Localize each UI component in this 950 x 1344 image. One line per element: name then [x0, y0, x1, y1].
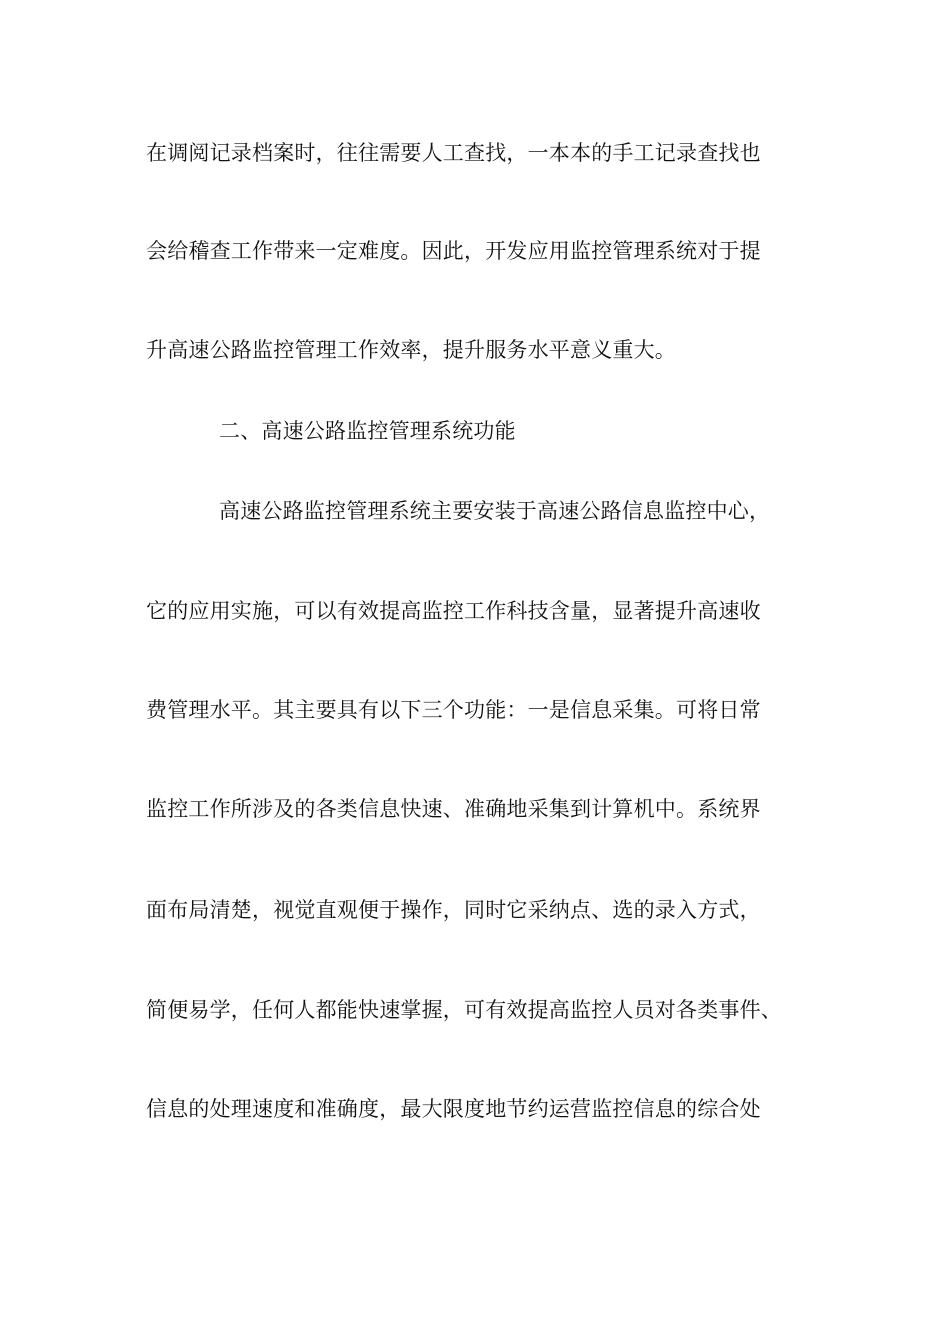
paragraph-line-5: 高速公路监控管理系统主要安装于高速公路信息监控中心， [219, 499, 771, 523]
paragraph-line-1: 在调阅记录档案时，往往需要人工查找，一本本的手工记录查找也 [146, 141, 761, 165]
section-heading: 二、高速公路监控管理系统功能 [219, 419, 516, 443]
paragraph-line-9: 面布局清楚，视觉直观便于操作，同时它采纳点、选的录入方式， [146, 898, 761, 922]
paragraph-line-6: 它的应用实施，可以有效提高监控工作科技含量，显著提升高速收 [146, 599, 761, 623]
paragraph-line-7: 费管理水平。其主要具有以下三个功能：一是信息采集。可将日常 [146, 698, 761, 722]
paragraph-line-2: 会给稽查工作带来一定难度。因此，开发应用监控管理系统对于提 [146, 239, 761, 263]
paragraph-line-8: 监控工作所涉及的各类信息快速、准确地采集到计算机中。系统界 [146, 797, 761, 821]
paragraph-line-10: 简便易学，任何人都能快速掌握，可有效提高监控人员对各类事件、 [146, 998, 782, 1022]
paragraph-line-11: 信息的处理速度和准确度，最大限度地节约运营监控信息的综合处 [146, 1097, 761, 1121]
paragraph-line-3: 升高速公路监控管理工作效率，提升服务水平意义重大。 [146, 338, 676, 362]
